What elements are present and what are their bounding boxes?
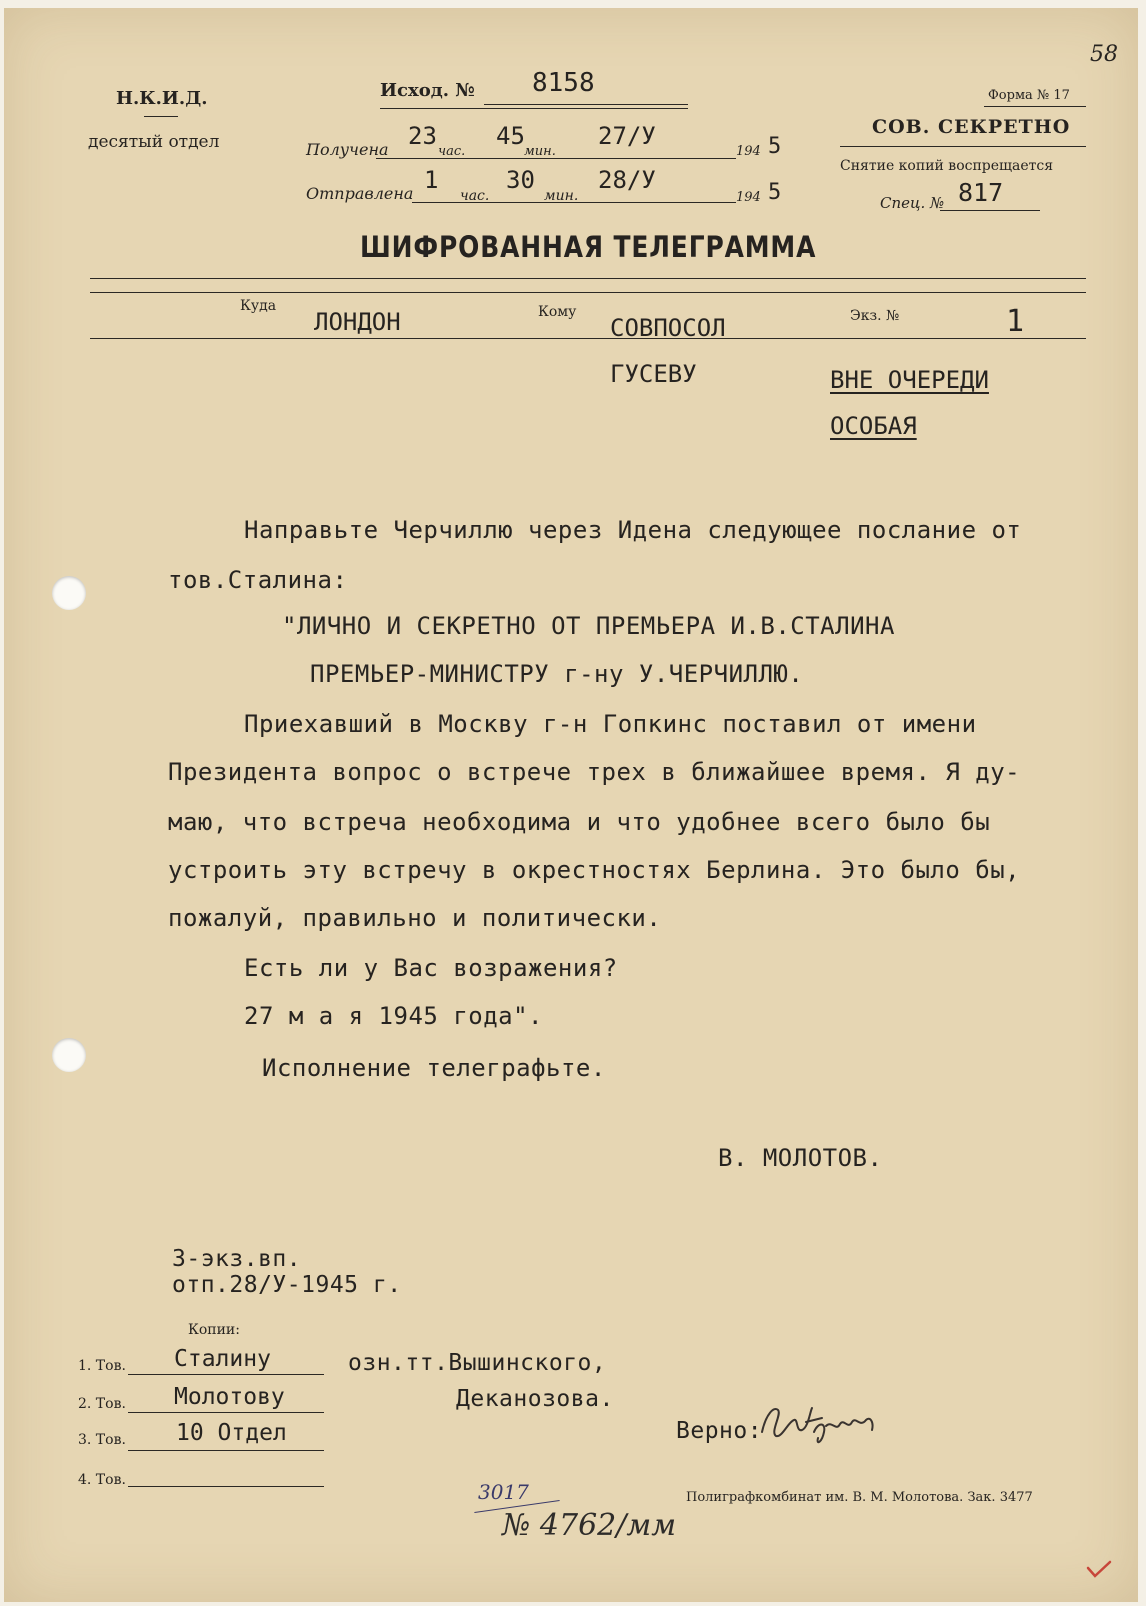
to-where-label: Куда <box>240 298 277 314</box>
sent-hour: 1 <box>424 166 439 194</box>
org-name: Н.К.И.Д. <box>116 88 208 109</box>
copy-row-number: 1. Тов. <box>78 1358 126 1374</box>
outgoing-number: 8158 <box>532 68 595 98</box>
divider <box>840 146 1086 147</box>
body-line: Направьте Черчиллю через Идена следующее послание от <box>244 516 1022 544</box>
received-year-digit: 5 <box>768 134 782 159</box>
body-line: устроить эту встречу в окрестностях Берлина. Это было бы, <box>168 856 1021 884</box>
body-line: ПРЕМЬЕР-МИНИСТРУ г-ну У.ЧЕРЧИЛЛЮ. <box>310 660 804 688</box>
recipient: СОВПОСОЛ <box>610 314 726 342</box>
recipient-name: ГУСЕВУ <box>610 360 697 388</box>
department: десятый отдел <box>88 132 220 152</box>
sent-label: Отправлена <box>306 184 414 203</box>
body-line: пожалуй, правильно и политически. <box>168 904 662 932</box>
handwritten-reg-number: 3017 <box>478 1480 529 1504</box>
divider <box>90 338 1086 339</box>
divider <box>380 108 688 109</box>
hour-unit: час. <box>438 144 466 159</box>
body-line: тов.Сталина: <box>168 566 348 594</box>
hour-unit: час. <box>460 188 490 204</box>
divider <box>412 202 736 203</box>
form-number: Форма № 17 <box>988 88 1070 103</box>
copy-row-number: 4. Тов. <box>78 1472 126 1488</box>
spec-label: Спец. № <box>880 194 945 212</box>
check-mark-icon <box>1084 1558 1114 1582</box>
copy-number: 1 <box>1006 304 1025 339</box>
spec-number: 817 <box>958 178 1004 207</box>
divider <box>128 1450 324 1451</box>
sent-date: 28/У <box>598 166 656 194</box>
to-whom-label: Кому <box>538 304 577 320</box>
divider <box>484 104 688 105</box>
divider <box>144 116 178 117</box>
sent-year-digit: 5 <box>768 180 782 205</box>
priority: ВНЕ ОЧЕРЕДИ <box>830 366 989 394</box>
body-line: Исполнение телеграфьте. <box>262 1054 606 1082</box>
document-title: ШИФРОВАННАЯ ТЕЛЕГРАММА <box>360 230 817 264</box>
divider <box>940 210 1040 211</box>
year-prefix: 194 <box>736 190 761 205</box>
body-line: Приехавший в Москву г-н Гопкинс поставил от имени <box>244 710 977 738</box>
copies-note: отп.28/У-1945 г. <box>172 1272 402 1298</box>
received-hour: 23 <box>408 122 437 150</box>
divider <box>90 292 1086 293</box>
body-line: Президента вопрос о встрече трех в ближайшее время. Я ду- <box>168 758 1021 786</box>
divider <box>984 106 1086 107</box>
copies-note: 3-экз.вп. <box>172 1246 302 1272</box>
received-date: 27/У <box>598 122 656 150</box>
copy-recipient: 10 Отдел <box>176 1420 287 1446</box>
received-minute: 45 <box>496 122 525 150</box>
copy-recipient: Сталину <box>174 1346 271 1372</box>
copies-label: Копии: <box>188 1322 240 1338</box>
copy-recipient: Молотову <box>174 1384 285 1410</box>
punch-hole <box>52 1038 86 1072</box>
divider <box>128 1374 324 1375</box>
body-line: "ЛИЧНО И СЕКРЕТНО ОТ ПРЕМЬЕРА И.В.СТАЛИНА <box>282 612 895 640</box>
copy-row-number: 2. Тов. <box>78 1396 126 1412</box>
received-label: Получена <box>306 140 389 159</box>
signature-name: В. МОЛОТОВ. <box>718 1144 883 1172</box>
copy-number-label: Экз. № <box>850 308 900 324</box>
acknowledged-note: Деканозова. <box>456 1386 614 1412</box>
page-number: 58 <box>1090 42 1118 67</box>
document-page <box>4 8 1138 1602</box>
divider <box>90 278 1086 279</box>
copy-prohibited: Снятие копий воспрещается <box>840 158 1054 174</box>
body-line: Есть ли у Вас возражения? <box>244 954 618 982</box>
copy-row-number: 3. Тов. <box>78 1432 126 1448</box>
outgoing-label: Исход. № <box>380 80 475 101</box>
destination: ЛОНДОН <box>314 308 401 336</box>
minute-unit: мин. <box>544 188 579 204</box>
handwritten-signature <box>756 1392 886 1452</box>
divider <box>128 1486 324 1487</box>
body-line: 27 м а я 1945 года". <box>244 1002 543 1030</box>
minute-unit: мин. <box>524 144 556 159</box>
body-line: маю, что встреча необходима и что удобнее всего было бы <box>168 808 991 836</box>
printer-note: Полиграфкомбинат им. В. М. Молотова. Зак. 3477 <box>686 1490 1033 1505</box>
acknowledged-note: озн.тт.Вышинского, <box>348 1350 607 1376</box>
classification: СОВ. СЕКРЕТНО <box>872 116 1071 138</box>
year-prefix: 194 <box>736 144 761 159</box>
divider <box>376 158 736 159</box>
handwritten-reg-number: № 4762/мм <box>502 1508 677 1543</box>
divider <box>128 1412 324 1413</box>
sent-minute: 30 <box>506 166 535 194</box>
verified-label: Верно: <box>676 1418 763 1444</box>
punch-hole <box>52 576 86 610</box>
special-mark: ОСОБАЯ <box>830 412 917 440</box>
